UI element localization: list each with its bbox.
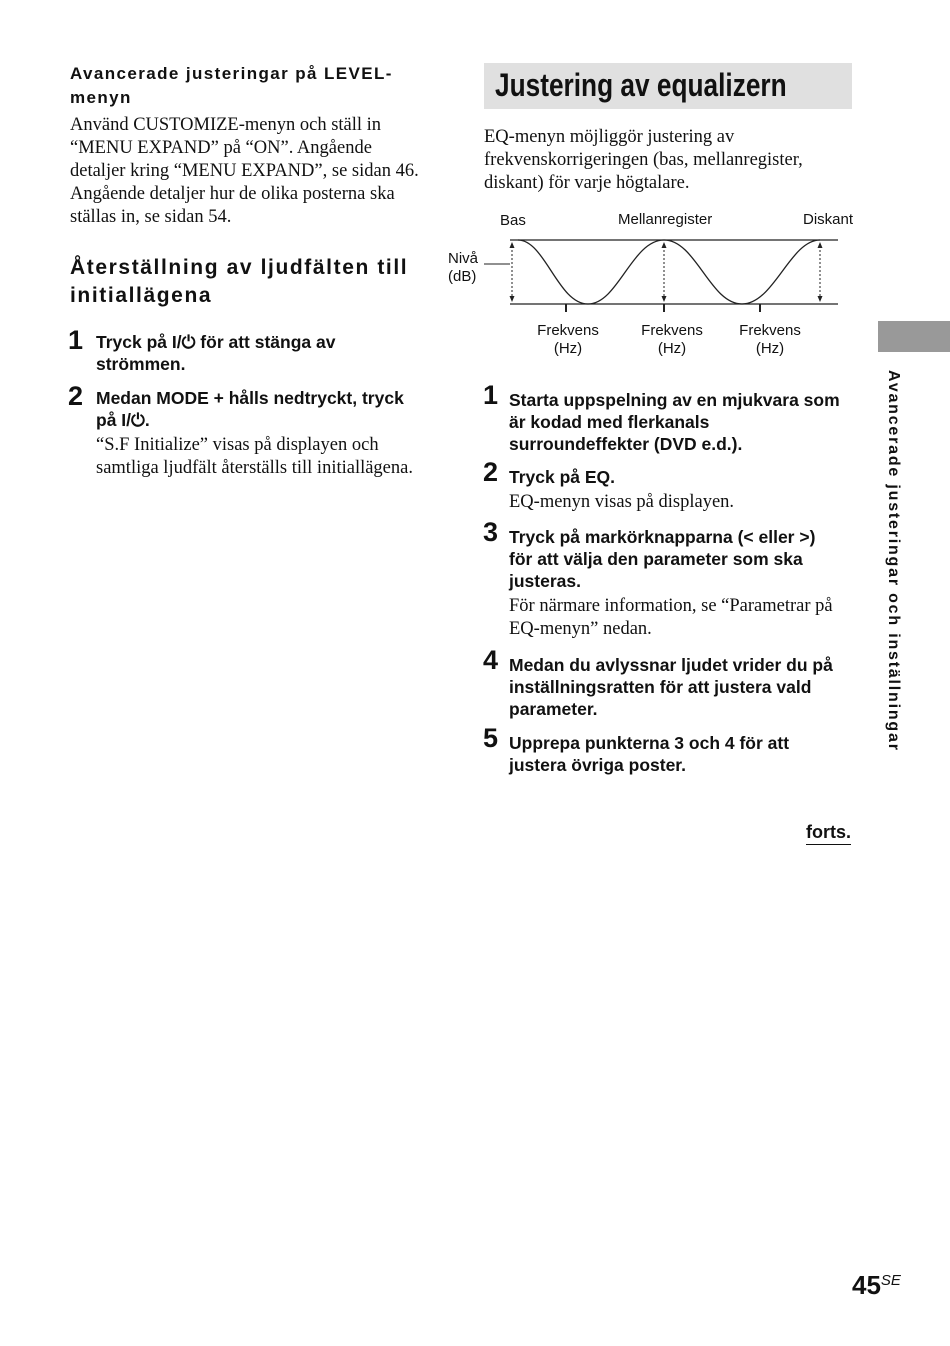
step-line: Starta uppspelning av en mjukvara som [509, 390, 840, 410]
paragraph-line: “MENU EXPAND” på “ON”. Angående [70, 138, 372, 158]
step-text [509, 466, 615, 488]
frequency-label [730, 322, 810, 358]
label-line: (dB) [448, 268, 477, 285]
paragraph-line: Angående detaljer hur de olika posterna ska [70, 184, 395, 204]
paragraph-line: Använd CUSTOMIZE-menyn och ställ in [70, 115, 382, 135]
eq-curve-graphic [440, 208, 865, 318]
step-text [509, 389, 840, 455]
label-line: Frekvens [641, 322, 703, 339]
label-line: Frekvens [537, 322, 599, 339]
continued-label: forts. [806, 822, 851, 845]
step-line: justeras. [509, 571, 581, 591]
label-line: (Hz) [553, 340, 583, 357]
step-number: 4 [483, 645, 499, 675]
step-line: på I/⏻. [96, 410, 150, 430]
step-line: för att välja den parameter som ska [509, 549, 803, 569]
label-line: (Hz) [657, 340, 687, 357]
step-text [509, 732, 789, 776]
label-line: Nivå [448, 250, 479, 267]
note-line: För närmare information, se “Parametrar på [509, 596, 833, 616]
page-number-digits: 45 [852, 1270, 881, 1300]
section-heading-reset [70, 254, 408, 310]
step-line: Medan du avlyssnar ljudet vrider du på [509, 655, 833, 675]
bass-label: Bas [500, 212, 526, 229]
step-note [509, 595, 833, 641]
step-number: 1 [483, 380, 499, 410]
side-tab-marker [878, 321, 950, 352]
treble-label: Diskant [803, 211, 854, 228]
paragraph-line: diskant) för varje högtalare. [484, 173, 690, 193]
page-number [852, 1270, 901, 1301]
step-line: surroundeffekter (DVD e.d.). [509, 434, 743, 454]
step-line: parameter. [509, 699, 598, 719]
note-line: “S.F Initialize” visas på displayen och [96, 435, 379, 455]
page-title: Justering av equalizern [495, 67, 787, 103]
note-line: EQ-menyn” nedan. [509, 619, 652, 639]
heading-line: initiallägena [70, 284, 213, 307]
level-menu-paragraph [70, 114, 450, 229]
step-line: Tryck på markörknapparna (< eller >) [509, 527, 816, 547]
step-line: Upprepa punkterna 3 och 4 för att [509, 733, 790, 753]
label-line: Frekvens [739, 322, 801, 339]
step-number: 1 [68, 325, 84, 355]
paragraph-line: frekvenskorrigeringen (bas, mellanregister, [484, 150, 803, 170]
page-number-suffix: SE [880, 1272, 901, 1289]
step-line: Medan MODE + hålls nedtryckt, tryck [96, 388, 404, 408]
step-number: 5 [483, 723, 499, 753]
step-line: inställningsratten för att justera vald [509, 677, 812, 697]
step-note [96, 434, 413, 480]
heading-line: Avancerade justeringar på LEVEL- [70, 64, 393, 83]
heading-line: menyn [70, 88, 132, 107]
step-text [96, 331, 335, 375]
step-line: justera övriga poster. [509, 755, 687, 775]
step-line: är kodad med flerkanals [509, 412, 710, 432]
heading-line: Återställning av ljudfälten till [70, 256, 409, 279]
note-line: samtliga ljudfält återställs till initiallägena. [96, 458, 413, 478]
step-text [96, 387, 404, 431]
step-text [509, 526, 815, 592]
step-note [509, 491, 734, 514]
section-heading-level-menu [70, 62, 393, 110]
frequency-label [632, 322, 712, 358]
step-line: Tryck på EQ. [509, 467, 616, 487]
paragraph-line: detaljer kring “MENU EXPAND”, se sidan 46. [70, 161, 419, 181]
step-number: 3 [483, 517, 499, 547]
step-text [509, 654, 833, 720]
step-line: strömmen. [96, 354, 186, 374]
label-line: (Hz) [755, 340, 785, 357]
step-number: 2 [483, 457, 499, 487]
step-line: Tryck på I/⏻ för att stänga av [96, 332, 336, 352]
midrange-label: Mellanregister [618, 211, 713, 228]
eq-intro-paragraph [484, 126, 854, 195]
side-section-label: Avancerade justeringar och inställningar [885, 370, 902, 752]
paragraph-line: ställas in, se sidan 54. [70, 207, 232, 227]
note-line: EQ-menyn visas på displayen. [509, 492, 735, 512]
section-title-box [484, 63, 852, 109]
step-number: 2 [68, 381, 84, 411]
frequency-label [528, 322, 608, 358]
paragraph-line: EQ-menyn möjliggör justering av [484, 127, 735, 147]
eq-diagram [440, 208, 865, 368]
